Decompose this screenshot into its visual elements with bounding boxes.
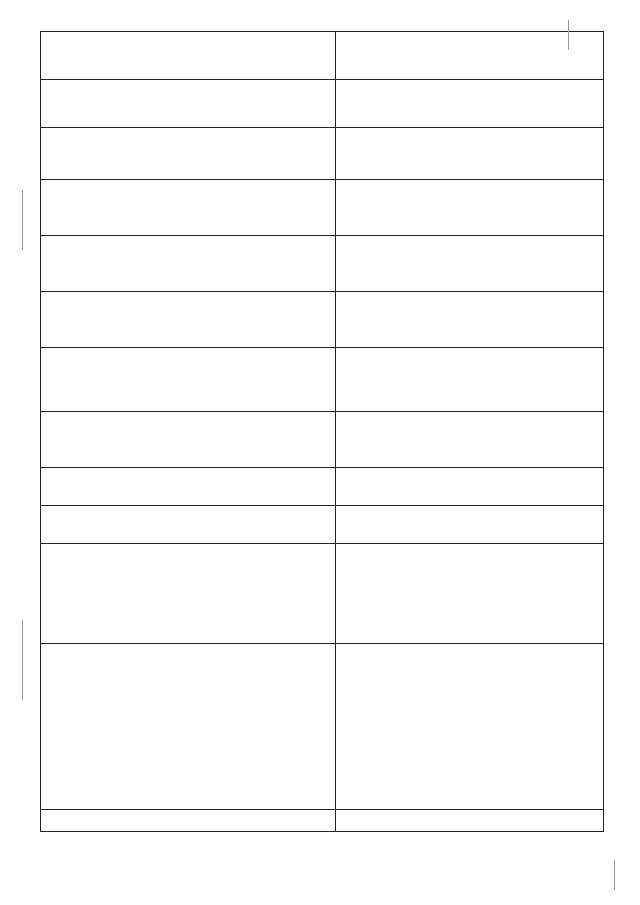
row-total (336, 348, 604, 412)
row-number (336, 810, 604, 832)
row-target-code (336, 412, 604, 468)
row-year-value (41, 32, 336, 80)
table-row (41, 32, 336, 832)
margin-mark (22, 190, 23, 250)
row-target-code (41, 412, 336, 468)
row-year-value (336, 236, 604, 292)
margin-mark (614, 860, 615, 890)
row-year-value (336, 32, 604, 80)
budget-table-rotated (40, 32, 604, 832)
margin-mark (568, 20, 569, 50)
row-name (41, 644, 336, 810)
row-year-value (336, 128, 604, 180)
row-year-value (41, 128, 336, 180)
table-row (336, 32, 604, 832)
row-grbs-code (41, 506, 336, 544)
row-year-value (336, 80, 604, 128)
row-section-code (336, 468, 604, 506)
row-administrator (41, 544, 336, 644)
row-year-value (41, 180, 336, 236)
row-year-value (336, 180, 604, 236)
row-year-value (41, 80, 336, 128)
row-total (41, 348, 336, 412)
margin-mark (22, 620, 23, 700)
row-grbs-code (336, 506, 604, 544)
budget-table (40, 31, 604, 832)
row-number (41, 810, 336, 832)
row-name (336, 644, 604, 810)
row-administrator (336, 544, 604, 644)
row-year-value (41, 236, 336, 292)
row-year-value (41, 292, 336, 348)
row-section-code (41, 468, 336, 506)
row-year-value (336, 292, 604, 348)
